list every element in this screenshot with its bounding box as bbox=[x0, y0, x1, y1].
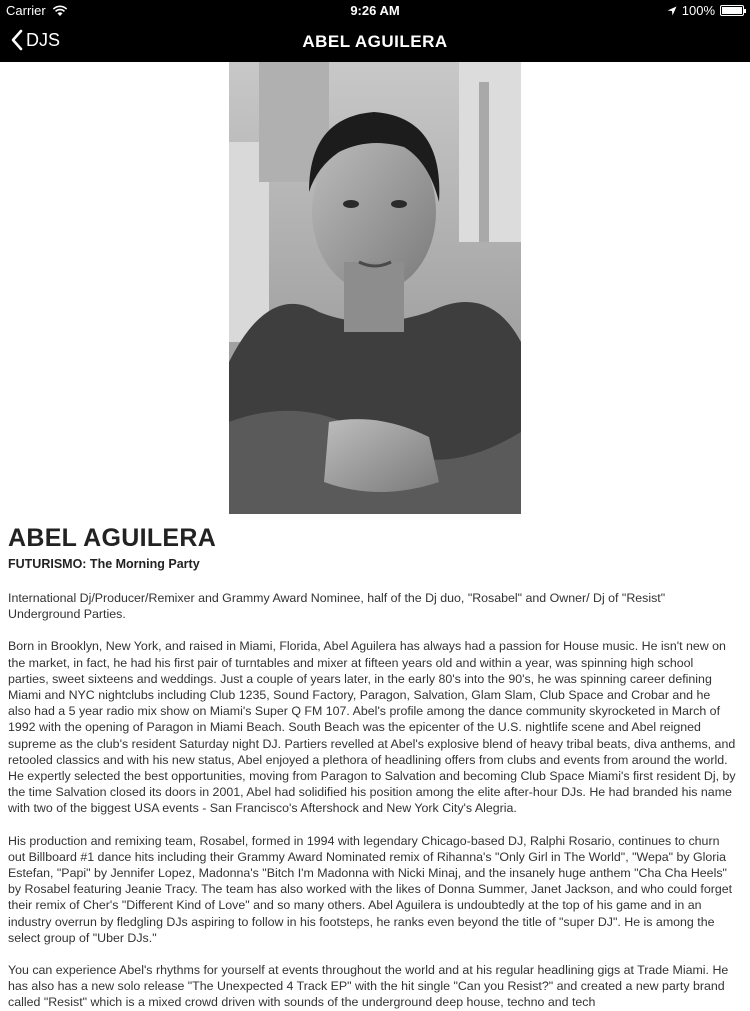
nav-bar bbox=[0, 22, 750, 62]
status-bar bbox=[0, 0, 750, 22]
clock: 9:26 AM bbox=[350, 3, 400, 18]
bio-paragraph: Born in Brooklyn, New York, and raised in Miami, Florida, Abel Aguilera has always had a passion for House music. He isn't new on the market, in fact, he had his first pair of turntables and mixer at fifteen years old and within a year, was spinning high school parties, sweet sixteens and weddings. Just a couple of years later, in the early 80's into the 90's, he was spinning career defining Miami and NYC nightclubs including Club 1235, Sound Factory, Paragon, Salvation, Glam Slam, Club Space and Crobar and he also had a 5 year radio mix show on Miami's Super Q FM 107. Abel's profile among the dance community skyrocketed in March of 1992 with the opening of Paragon in Miami Beach. South Beach was the epicenter of the U.S. nightlife scene and Abel reigned supreme as the club's resident Saturday night DJ. Partiers revelled at Abel's explosive blend of heavy tribal beats, diva anthems, and retooled classics and with his new status, Abel enjoyed a plethora of headlining offers from clubs and events from around the world. He expertly selected the best opportunities, moving from Paragon to Salvation and becoming Club Space Miami's first resident Dj, by the time Salvation closed its doors in 2001, Abel had solidified his position among the elite after-hour DJs. He had branded his name with two of the biggest USA events - San Francisco's Aftershock and New York City's Alegria. bbox=[8, 639, 736, 816]
location-arrow-icon bbox=[667, 6, 677, 16]
bio-paragraph: His production and remixing team, Rosabel, formed in 1994 with legendary Chicago-based DJ, Ralphi Rosario, continues to churn out Billboard #1 dance hits including their Grammy Award Nominated remix of Rihanna's "Only Girl in The World", "Wepa" by Gloria Estefan, "Papi" by Jennifer Lopez, Madonna's "Bitch I'm Madonna with Nicki Minaj, and the insanely huge anthem "Cha Cha Heels" by Rosabel featuring Jeanie Tracy. The team has also worked with the likes of Donna Summer, Janet Jackson, and who could forget their remix of Cher's "Different Kind of Love" and so many others. Abel Aguilera is undoubtedly at the top of his game and in an industry overrun by fledgling DJs aspiring to follow in his footsteps, he ranks even beyond the title of "super DJ". He is among the select group of "Uber DJs." bbox=[8, 833, 733, 945]
dj-photo bbox=[229, 62, 521, 514]
carrier-label: Carrier bbox=[6, 3, 46, 18]
page-title: ABEL AGUILERA bbox=[302, 32, 448, 51]
dj-name: ABEL AGUILERA bbox=[8, 524, 217, 552]
bio-paragraph: You can experience Abel's rhythms for yourself at events throughout the world and at his regular headlining gigs at Trade Miami. He has also has a new solo release "The Unexpected 4 Track EP" with the hit single "Can you Resist?" and created a new party brand called "Resist" which is a mixed crowd driven with sounds of the underground deep house, techno and tech bbox=[8, 963, 729, 1010]
back-button-label: DJS bbox=[26, 29, 61, 50]
battery-percent: 100% bbox=[681, 3, 715, 18]
profile-content bbox=[8, 524, 736, 1011]
battery-icon bbox=[720, 5, 744, 16]
show-title: FUTURISMO: The Morning Party bbox=[8, 557, 200, 571]
bio-paragraph: International Dj/Producer/Remixer and Grammy Award Nominee, half of the Dj duo, "Rosabel" and Owner/ Dj of "Resist" Underground Parties. bbox=[8, 591, 666, 622]
